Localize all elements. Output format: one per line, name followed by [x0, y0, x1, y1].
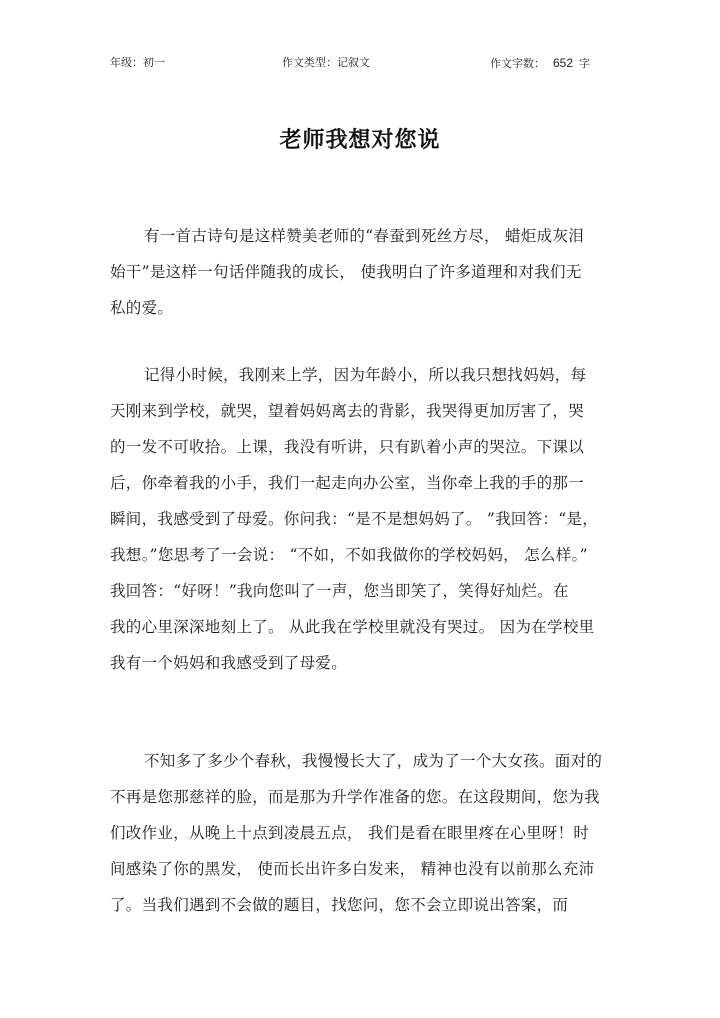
paragraph-1 [110, 218, 610, 326]
header-word-count [490, 55, 590, 72]
paragraph-3 [110, 743, 610, 923]
paragraph-line: 间感染了你的黑发， 使而长出许多白发来， 精神也没有以前那么充沛 [110, 860, 595, 878]
paragraph-line: 了。当我们遇到不会做的题目，找您问，您不会立即说出答案，而 [110, 896, 569, 914]
count-value: 652 [553, 56, 574, 70]
count-label: 作文字数： [490, 57, 545, 70]
paragraph-line: 后，你牵着我的小手，我们一起走向办公室，当你牵上我的手的那一 [110, 474, 585, 492]
paragraph-2 [110, 357, 610, 681]
paragraph-line: 私的爱。 [110, 299, 174, 317]
paragraph-line: 有一首古诗句是这样赞美老师的“春蚕到死丝方尽， 蜡炬成灰泪 [144, 227, 585, 245]
header-essay-type [282, 55, 370, 71]
paragraph-line: 始干”是这样一句话伴随我的成长， 使我明白了许多道理和对我们无 [110, 263, 582, 281]
paragraph-line: 我的心里深深地刻上了。 从此我在学校里就没有哭过。 因为在学校里 [110, 618, 595, 636]
type-value: 记叙文 [337, 56, 370, 69]
paragraph-line: 的一发不可收拾。上课，我没有听讲，只有趴着小声的哭泣。下课以 [110, 438, 585, 456]
paragraph-line: 天刚来到学校，就哭，望着妈妈离去的背影，我哭得更加厉害了，哭 [110, 402, 585, 420]
paragraph-line: 记得小时候，我刚来上学，因为年龄小，所以我只想找妈妈，每 [144, 366, 587, 384]
paragraph-line: 不再是您那慈祥的脸，而是那为升学作准备的您。在这段期间，您为我 [110, 788, 600, 806]
header-grade [110, 55, 165, 71]
paragraph-line: 我回答：“好呀！”我向您叫了一声，您当即笑了，笑得好灿烂。在 [110, 582, 569, 600]
paragraph-line: 我想。”您思考了一会说： “不如，不如我做你的学校妈妈， 怎么样。” [110, 546, 588, 564]
paragraph-line: 我有一个妈妈和我感受到了母爱。 [110, 654, 348, 672]
count-unit: 字 [579, 57, 591, 70]
paragraph-line: 不知多了多少个春秋，我慢慢长大了，成为了一个大女孩。面对的 [144, 752, 603, 770]
paragraph-line: 们改作业，从晚上十点到凌晨五点， 我们是看在眼里疼在心里呀！时 [110, 824, 590, 842]
grade-value: 初一 [143, 56, 165, 69]
grade-label: 年级： [110, 56, 143, 69]
essay-title: 老师我想对您说 [279, 126, 441, 153]
type-label: 作文类型： [282, 56, 337, 69]
paragraph-line: 瞬间，我感受到了母爱。你问我：“是不是想妈妈了。 ”我回答：“是， [110, 510, 599, 528]
